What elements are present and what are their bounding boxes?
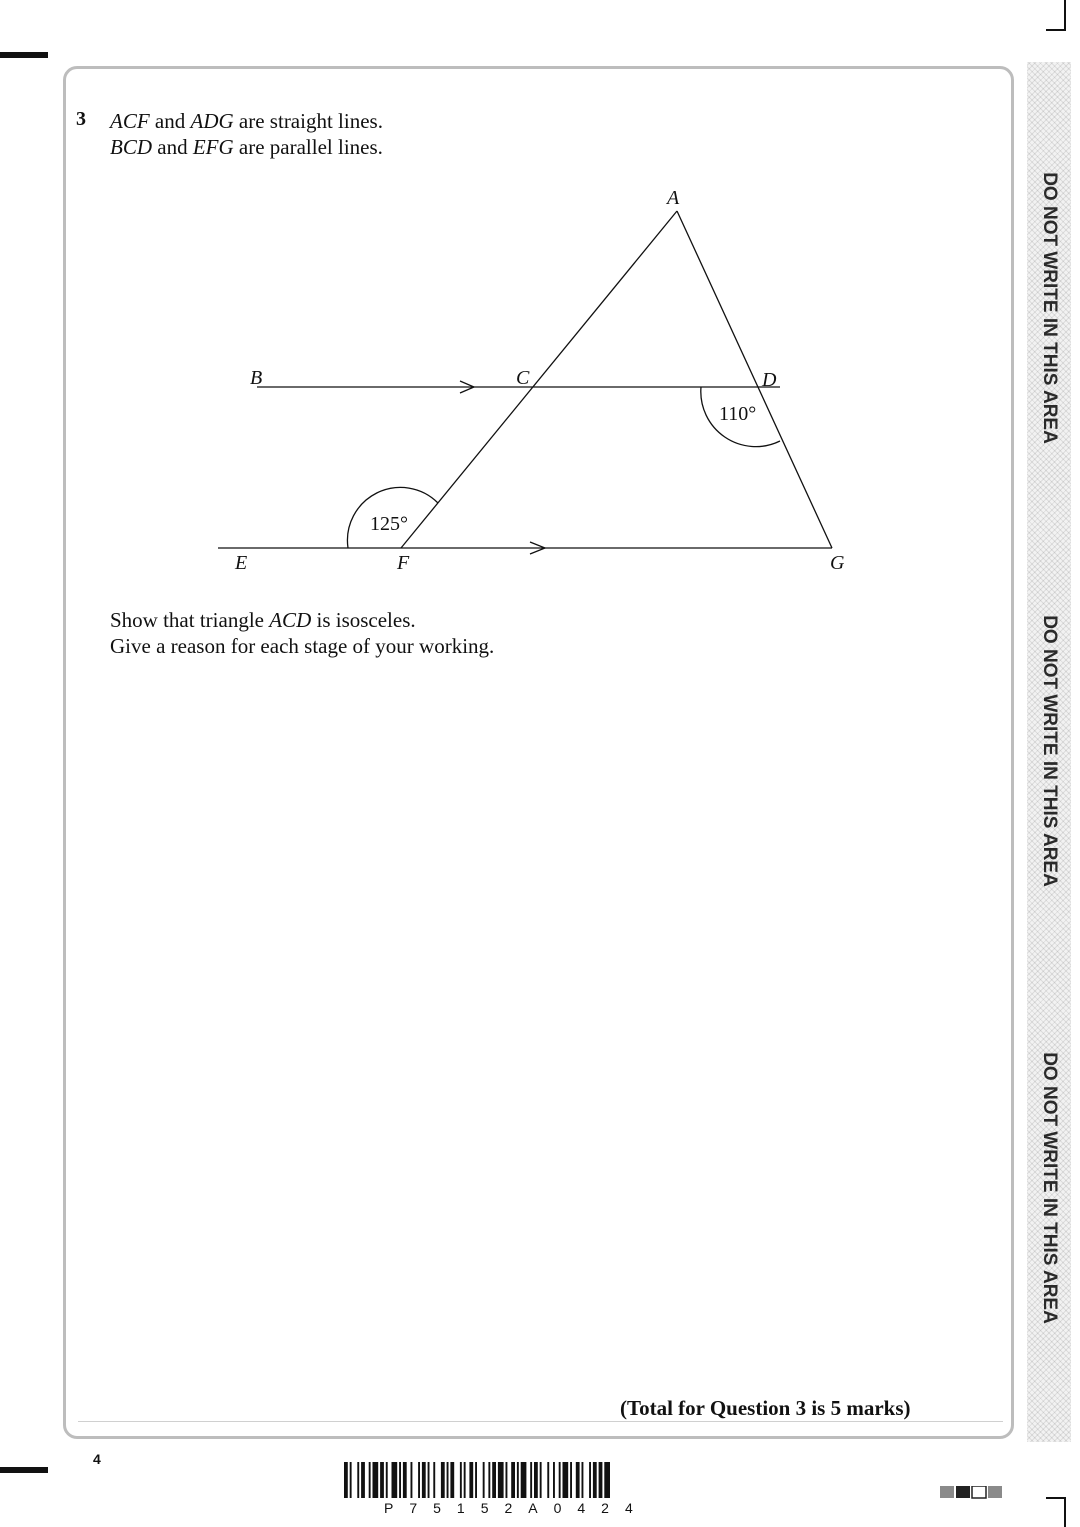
line-acf <box>401 211 677 548</box>
geometry-diagram <box>0 0 1080 700</box>
prompt-line-1 <box>110 607 416 633</box>
line-adg <box>677 211 832 548</box>
bottom-right-corner-mark <box>1064 1497 1066 1527</box>
barcode <box>344 1462 736 1500</box>
var-acd: ACD <box>269 608 312 632</box>
angle-label-d: 110° <box>719 403 757 425</box>
question-number: 3 <box>76 108 86 130</box>
label-f: F <box>397 552 410 574</box>
margin-warning-bottom: DO NOT WRITE IN THIS AREA <box>1039 1052 1060 1324</box>
var-efg: EFG <box>192 135 234 159</box>
text: are parallel lines. <box>233 135 383 159</box>
margin-warning-top: DO NOT WRITE IN THIS AREA <box>1039 172 1060 444</box>
label-e: E <box>235 552 248 574</box>
total-marks: (Total for Question 3 is 5 marks) <box>620 1396 911 1420</box>
text: and <box>152 135 193 159</box>
text: is isosceles. <box>311 608 416 632</box>
label-d: D <box>762 369 777 391</box>
text: Show that triangle <box>110 608 270 632</box>
barcode-text: P75152A0424 <box>384 1500 649 1516</box>
page-number: 4 <box>93 1451 101 1467</box>
angle-label-f: 125° <box>370 513 408 535</box>
label-c: C <box>516 367 530 389</box>
corner-alignment-marks <box>940 1486 1004 1500</box>
label-g: G <box>830 552 845 574</box>
var-acf: ACF <box>110 109 150 133</box>
prompt-line-2: Give a reason for each stage of your working. <box>110 634 495 658</box>
label-a: A <box>667 187 680 209</box>
text: and <box>149 109 191 133</box>
var-adg: ADG <box>190 109 234 133</box>
margin-warning-middle: DO NOT WRITE IN THIS AREA <box>1039 615 1060 887</box>
var-bcd: BCD <box>110 135 152 159</box>
bottom-left-edge-mark <box>0 1467 48 1473</box>
label-b: B <box>250 367 263 389</box>
total-divider <box>78 1421 1003 1422</box>
bottom-right-corner-mark-h <box>1046 1497 1066 1499</box>
text: are straight lines. <box>233 109 383 133</box>
